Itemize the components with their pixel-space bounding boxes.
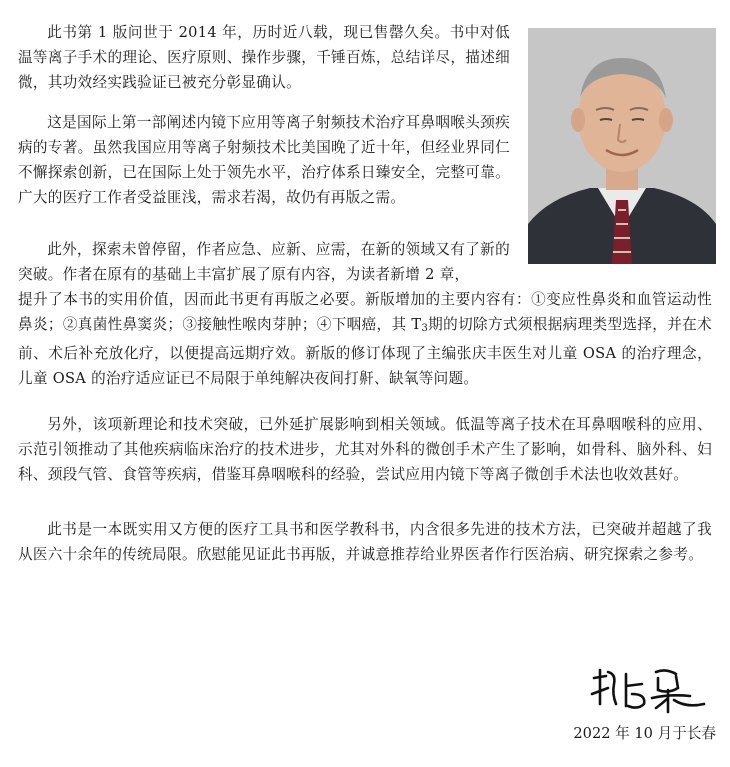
- portrait-illustration: [528, 28, 716, 264]
- new-content-text: 提升了本书的实用价值，因而此书更有再版之必要。新版增加的主要内容有：①变应性鼻炎和血管运动性鼻炎；②真菌性鼻窦炎；③接触性喉肉芽肿；④下咽癌，其 T: [18, 291, 712, 333]
- paragraph-5: 此书是一本既实用又方便的医疗工具书和医学教科书，内含很多先进的技术方法，已突破并超越了我从医六十余年的传统局限。欣慰能见证此书再版，并诚意推荐给业界医者作行医治病、研究探索之参考。: [18, 521, 712, 563]
- paragraph-2: 这是国际上第一部阐述内镜下应用等离子射频技术治疗耳鼻咽喉头颈疾病的专著。虽然我国应用等离子射频技术比美国晚了近十年，但经业界同仁不懈探索创新，已在国际上处于领先水平，治疗体系日臻安全，完整可靠。广大的医疗工作者受益匪浅，需求若渴，故仍有再版之需。: [18, 114, 510, 206]
- signature-date: 2022 年 10 月于长春: [573, 725, 716, 742]
- paragraph-3-continued: [18, 287, 712, 391]
- paragraph-4: 另外，该项新理论和技术突破，已外延扩展影响到相关领域。低温等离子技术在耳鼻咽喉科的应用、示范引领推动了其他疾病临床治疗的技术进步，尤其对外科的微创手术产生了影响，如骨科、脑外科、妇科、颈段气管、食管等疾病，借鉴耳鼻咽喉科的经验，尝试应用内镜下等离子微创手术法也收效甚好。: [18, 416, 712, 483]
- stage-subscript: 3: [421, 323, 429, 334]
- paragraph-3-intro: 此外，探索未曾停留，作者应急、应新、应需，在新的领域又有了新的突破。作者在原有的基础上丰富扩展了原有内容，为读者新增 2 章，: [18, 241, 510, 283]
- author-signature: [586, 664, 714, 714]
- new-content-text-continued: 期的切除方式须根据病理类型选择，并在术前、术后补充放化疗，以便提高远期疗效。新版的修订体现了主编张庆丰医生对儿童 OSA 的治疗理念，儿童 OSA 的治疗适应证已不局限于单纯解决夜间打鼾、缺氧等问题。: [18, 316, 713, 387]
- paragraph-1: 此书第 1 版问世于 2014 年，历时近八载，现已售罄久矣。书中对低温等离子手术的理论、医疗原则、操作步骤，千锤百炼，总结详尽，描述细微，其功效经实践验证已被充分彰显确认。: [18, 24, 510, 91]
- author-portrait: [528, 28, 716, 264]
